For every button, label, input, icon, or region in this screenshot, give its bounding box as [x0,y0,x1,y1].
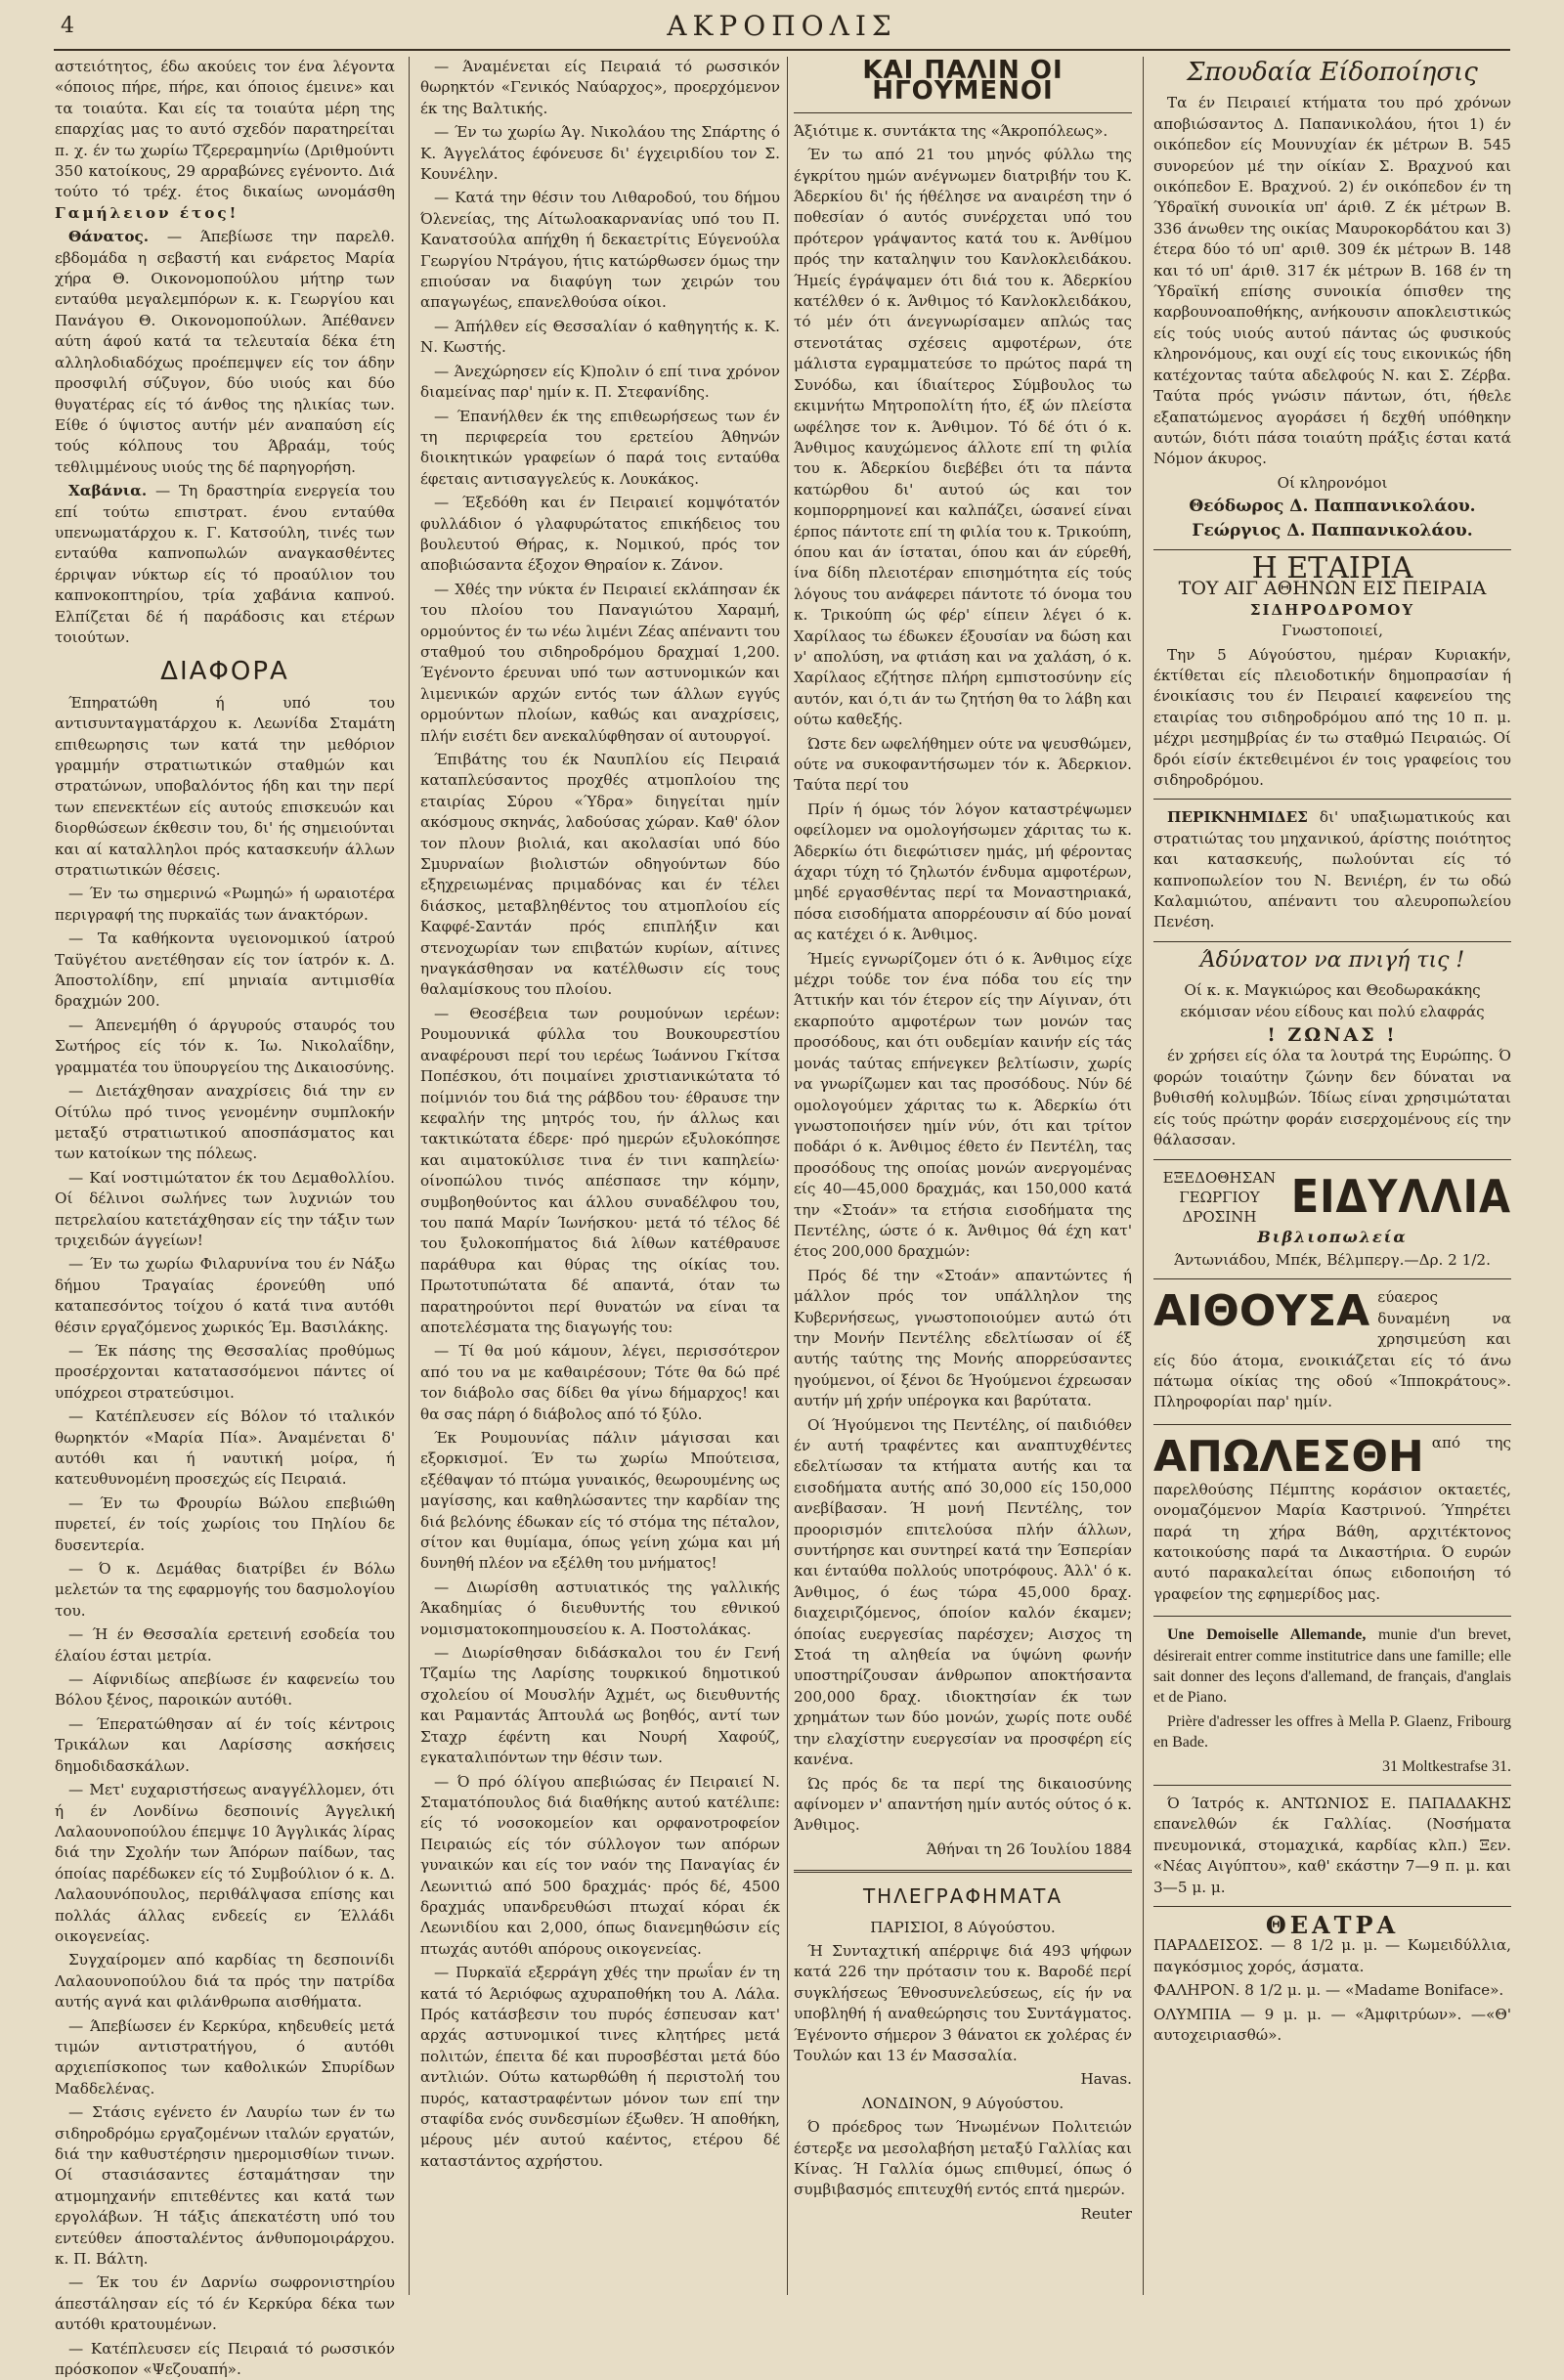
column-4 [1153,57,1511,2305]
page-number: 4 [61,14,74,38]
newspaper-title: ΑΚΡΟΠΟΛΙΣ [667,10,897,42]
news-item: — Έν τω σημερινώ «Ρωμηώ» ή ωραιοτέρα περιγραφή της πυρκαϊάς των άνακτόρων. [55,885,395,924]
dateline-london: ΛΟΝΔΙΝΟΝ, 9 Αύγούστου. [861,2094,1064,2112]
doctor-ad: Ό Ίατρός κ. ΑΝΤΩΝΙΟΣ Ε. ΠΑΠΑΔΑΚΗΣ επανελθών έκ Γαλλίας. (Νοσήματα πνευμονικά, στομαχικά, καρδίας κλπ.) Ξεν. «Νέας Αιγύπτου», καθ' εκάστην 7—9 π. μ. και 3—5 μ. μ. [1153,1795,1511,1896]
news-item: — Μετ' ευχαριστήσεως αναγγέλλομεν, ότι ή έν Λονδίνω δεσποινίς Άγγελική Λαλαουνοπούλου έπεμψε 10 Άγγλικάς λίρας διά την Σχολήν των Άπόρων παίδων, τας όποίας παρέδωκεν είς τό Συμβούλιον ό κ. Δ. Λαλαουνόπουλος, περιθάλψασα επίσης και πολλάς άλλας ενδεείς εν Έλλάδι οικογενείας. [55,1781,395,1945]
news-item: — Ό κ. Δεμάθας διατρίβει έν Βόλω μελετών τα της εφαρμογής του δασμολογίου του. [55,1560,395,1620]
news-item: Έπηρατώθη ή υπό του αντισυνταγματάρχου κ. Λεωνίδα Σταμάτη επιθεωρησις των κατά την μεθόριον γραμμήν στρατιωτικών σταθμών και στρατώνων, υποβαλόντος ήδη και την περί των επενεκτέων είς αυτούς επισκευών και διορθώσεων έκθεσιν του, δι' ής σημειούνται και αί καταλληλοι πρός κατασκευήν άλλων στρατιωτικών θέσεις. [55,693,395,880]
heir-name: Θεόδωρος Δ. Παππανικολάου. [1189,497,1476,517]
idylls-title: ΕΙΔΥΛΛΙΑ [1290,1169,1511,1223]
letter-date: Άθήναι τη 26 Ίουλίου 1884 [926,1839,1132,1858]
header-rule [54,49,1510,51]
source-havas: Havas. [1080,2070,1132,2089]
news-item: — Άναμένεται είς Πειραιά τό ρωσσικόν θωρηκτόν «Γενικός Ναύαρχος», προερχόμενον έκ της Βαλτικής. [420,58,780,117]
bookshop-text: Άντωνιάδου, Μπέκ, Βέλμπεργ.—Δρ. 2 1/2. [1174,1250,1491,1269]
news-item: — Ή έν Θεσσαλία ερετεινή εσοδεία του έλαίου έσται μετρία. [55,1625,395,1665]
theatre-item: ΟΛΥΜΠΙΑ — 9 μ. μ. — «Άμφιτρύων». —«Θ' αυτοχειριασθώ». [1153,2005,1511,2045]
company-title: Η ΕΤΑΙΡΙΑ [1251,550,1413,585]
article-paragraph: αστειότητος, έδω ακούεις τον ένα λέγοντα «όποιος πήρε, πήρε, και όποιος έμεινε» και τα τοιαύτα. Και είς τα τοιαύτα μέρη της επαρχίας μας το αυτό σχεδόν παρατηρείται π. χ. έν τω χωρίω Τζερεραμηνίω (Δριθμούντι 350 κατοίκους, 29 αρραβώνες εγένοντο. Διά τούτο τό τρέχ. έτος δικαίως ωνομάσθη Γαμήλειον έτος! [55,58,395,222]
publication-ad [1153,1168,1511,1227]
telegram-london: Ό πρόεδρος των Ήνωμένων Πολιτειών έστερξε να μεσολαβήση μεταξύ Γαλλίας και Κίνας. Ή Γαλλία όμως επιθυμεί, όπως ό συμβιβασμός επιτευχθή εντός επτά ημερών. [794,2118,1132,2199]
column-divider [787,57,788,2295]
news-item: — Διωρίσθησαν διδάσκαλοι του έν Γενή Τζαμίω της Λαρίσης τουρκικού δημοτικού σχολείου οί Μουσλήν Άχμέτ, ως διευθυντής και Ραμαντάς Άπτουλά ως βοηθός, αντί των Σταχρ έφέντη και Νουρή Χαφούζ, εγκαταλιπόντων την θέσιν των. [420,1644,780,1767]
column-3 [794,57,1132,2305]
column-divider [409,57,410,2295]
hall-ad: ΑΙΘΟΥΣΑ εύαερος δυναμένη να χρησιμεύση και είς δύο άτομα, ενοικιάζεται είς τό άνω πάτωμα οίκίας της οδού «Ίπποκράτους». Πληροφορίαι παρ' ημίν. [1153,1286,1511,1411]
news-item: — Θεοσέβεια των ρουμούνων ιερέων: Ρουμουνικά φύλλα του Βουκουρεστίου αναφέρουσι περί του ιερέως Ίωάννου Γκίτσα Ποπέσκου, ότι ποιμαίνει χριστιανικώτατα τό ποίμνιόν του διά της ράβδου του· έθραυσε την κεφαλήν της μητρός του, ήν άλλως και τακτικώτατα έδερε· πρό ημερών εξυλοκόπησε και αιματοκύλισε τινα έν τινι καπηλείω· οίνοπώλου τινός απέσπασε την κόμην, συμβοηθούντος και άλλου συναδέλφου του, του παπά Μαρίν Ίωνήσκου· μετά τό τέλος δέ του ξυλοκοπήματος διά λίθων κατέθραυσε παράθυρα και θύρας της οίκίας του. Πρωτοτυπώτατα δέ απαντά, όταν τω παρατηρούντοι περί θυνατών να είναι τα αποτελέσματα της διαγωγής του: [420,1004,780,1336]
news-item: — Ό πρό όλίγου απεβιώσας έν Πειραιεί Ν. Σταματόπουλος διά διαθήκης αυτού κατέλιπε: είς τό νοσοκομείον και ορφανοτροφείον Πειραιώς είς τόν σύλλογον των απόρων γυναικών και είς τον ναόν της Παναγίας έν Λεωνιτιώ από 500 δραχμάς· πρός δέ, 4500 δραχμάς υπανδρευθώσι πτωχαί κόραι έκ Λεωνιδίου και 2,000, όπως διανεμηθώσιν είς πτωχάς αυτόθι απόρους οικογενείας. [420,1772,780,1958]
divider [794,112,1132,113]
divider [1153,1906,1511,1907]
french-ad-contact: Prière d'adresser les offres à Mella P. Glaenz, Fribourg en Bade. [1153,1712,1511,1752]
bookshop-label: Βιβλιοπωλεία [1257,1227,1408,1246]
letter-paragraph: Οί Ήγούμενοι της Πεντέλης, οί παιδιόθεν έν αυτή τραφέντες και αναπτυχθέντες εδελτίωσαν τα κτήματα αυτής και τα εισοδήματα αυτής από 30,000 είς 150,000 ανεβίβασαν. Ή μονή Πεντέλης, τον προορισμόν επιτελούσα πλήν άλλων, συντήρησε και συντηρεί κατά την Έσπερίαν και ένταύθα πολλούς υποτρόφους. Άλλ' ό κ. Άνθιμος, ό έως τώρα 45,000 δραχ. διαχειριζόμενος, όποίον καλόν έκαμεν; όποίας ευεργεσίας παρέσχεν; Αισχος τη Στοά τη αληθεία να ύψώνη φωνήν υποστηρίζουσαν άνθρωπον αποκτήσαντα 200,000 δραχ. ιδιοκτησίαν έκ των χρημάτων των δύο μονών, χωρίς ποτε ουδέ την ελαχίστην ευεργεσίαν να προσφέρη είς κανένα. [794,1415,1132,1769]
letter-paragraph: Πρός δέ την «Στοάν» απαντώντες ή μάλλον πρός τον υπάλληλον της Κυβερνήσεως, γνωστοποιούμεν αυτώ ότι την Μονήν Πεντέλης εδελτίωσαν οί έξ αυτής ταύτης της Μονής απορρεύσαντες ηγούμενοι, οί ξένοι δε Ήγούμενοι έχρεωσαν αυτήν μή χρήν υπέρογκα και βαρύτατα. [794,1266,1132,1410]
section-title-telegrams: ΤΗΛΕΓΡΑΦΗΜΑΤΑ [862,1884,1064,1909]
zones-heading: ! ΖΩΝΑΣ ! [1267,1024,1398,1047]
notice-title: Σπουδαία Είδοποίησις [1187,58,1478,87]
heir-name: Γεώργιος Δ. Παππανικολάου. [1192,520,1473,541]
dateline-paris: ΠΑΡΙΣΙΟΙ, 8 Αύγούστου. [870,1918,1056,1936]
news-item: — Έπανήλθεν έκ της επιθεωρήσεως των έν τη περιφερεία του ερετείου Άθηνών διοικητικών γραφείων ό παρά τοις ενταύθα έφεταις αντισαγγελεύς κ. Λουκάκος. [420,407,780,488]
letter-paragraph: Πρίν ή όμως τόν λόγον καταστρέψωμεν οφείλομεν να ομολογήσωμεν χάριτας τω κ. Άδερκίω ότι διεφώτισεν ημάς, μή φέροντας άχαρι τύχη τό ζηλωτόν ένδυμα αμφοτέρων, μηδέ εργασθέντας περί τα Μοναστηριακά, πόσα εισοδήματα απορρέουσιν αί δύο μοναί ας κατέχει ό κ. Άνθιμος. [794,800,1132,944]
column-1 [55,57,395,2379]
french-ad-address: 31 Moltkestrafse 31. [1382,1757,1511,1775]
letter-paragraph: Ώς πρός δε τα περί της δικαιοσύνης αφίνομεν ν' απαντήση ημίν αυτός ούτος ό κ. Άνθιμος. [794,1774,1132,1835]
theatre-title: ΘΕΑΤΡΑ [1265,1911,1400,1940]
divider [1153,1278,1511,1279]
news-item: Έπιβάτης του έκ Ναυπλίου είς Πειραιά καταπλεύσαντος προχθές ατμοπλοίου της εταιρίας Σύρου «Ύδρα» διηγείται ημίν ακόσμους σκηνάς, λαδούσας χώραν. Καθ' όλον τον πλουν βιολιά, και ακολασίαι υπό δύο Σμυρναίων βιολιστών οδηγούντων δύο εξηχρειωμένας πριμαδόνας και έν τέλει διάσκος, μεταβληθέντος του ατμοπλοίου είς Καφφέ-Σαντάν πρός επιπλήξιν και στενοχωρίαν των επιβατών κυρίων, αίτινες ηναγκάσθησαν να κατέλθωσιν είς τους θαλαμίσκους του πλοίου. [420,751,780,999]
letter-salutation: Άξιότιμε κ. συντάκτα της «Άκροπόλεως». [794,121,1108,140]
knemides-ad: ΠΕΡΙΚΝΗΜΙΔΕΣ δι' υπαξιωματικούς και στρατιώτας του μηχανικού, άρίστης ποιότητος και κατασκευής, πωλούνται είς τό καπνοπωλείον του Ν. Βενιέρη, έν τω οδώ Καλαμιώτου, απέναντι του αλευροπωλείου Πενέση. [1153,808,1511,931]
news-item: — Τί θα μού κάμουν, λέγει, περισσότερον από του να με καθαιρέσουν; Τότε θα δώ πρέ τον διάβολο σας δίδει θα γίνω δήμαρχος! και θα σας πάρη ό διάβολος από τό ξύλο. [420,1342,780,1423]
letter-paragraph: Ήμείς εγνωρίζομεν ότι ό κ. Άνθιμος είχε μέχρι τούδε τον ένα πόδα του είς την Άττικήν και τόν έτερον είς την Αίγιναν, ότι εκαρπούτο αμφοτέρων των μονών τας προσόδους, και ότι ουδεμίαν καινήν είς τάς μονάς ταύτας επήνεγκεν βελτίωσιν, χωρίς να γνωρίζωμεν και τας προσόδους. Νύν δέ ομολογούμεν χάριτας τω κ. Άδερκίω ότι γνωστοποιήσεν ημίν νύν, ότι και τρίτον ποδάρι ό κ. Άνθιμος έθετο έν Πεντέλη, τας προσόδους της οποίας μονών ανεργομένας είς 40—45,000 δραχμάς, και 150,000 κατά την «Στοάν» τα ετήσια εισοδήματα της Πεντέλης, ώστε ό κ. Άνθιμος θά έχη κατ' έτος 200,000 δραχμών: [794,949,1132,1261]
news-item: — Έκ πάσης της Θεσσαλίας προθύμως προσέρχονται κατατασσόμενοι πάντες οί υπόχρεοι στρατεύσιμοι. [55,1341,395,1402]
news-item: Συγχαίρομεν από καρδίας τη δεσποινίδι Λαλαουνοπούλου διά τα πρός την πατρίδα αυτής αγνά και φιλάνθρωπα αισθήματα. [55,1951,395,2012]
news-item: — Έν τω Φρουρίω Βώλου επεβιώθη πυρετεί, έν τοίς χωρίοις του Πηλίου δε δυσεντερία. [55,1493,395,1554]
divider [1153,1424,1511,1425]
news-item: — Έπερατώθησαν αί έν τοίς κέντροις Τρικάλων και Λαρίσσης ασκήσεις δημοδιδασκάλων. [55,1714,395,1775]
news-item: — Στάσις εγένετο έν Λαυρίω των έν τω σιδηροδρόμω εργαζομένων ιταλών εργατών, διά την καθυστέρησιν ημερομισθίων τινων. Οί στασιάσαντες έσταμάτησαν την ατμομηχανήν επιτεθέντες και κατά των εργολάβων. Ή τάξις άπεκατέστη υπό του εντεύθεν άποσταλέντος άνθυπομοιράρχου. κ. Π. Βάλτη. [55,2103,395,2269]
news-item: — Έν τω χωρίω Φιλαρυνίνα του έν Νάξω δήμου Τραγαίας έρονεύθη υπό καταπεσόντος τοίχου ό κατά τινα αυτόθι θέσιν εργαζόμενος χωρικός Έμ. Βασιλάκης. [55,1255,395,1336]
news-item: — Αίφνιδίως απεβίωσε έν καφενείω του Βόλου ξένος, παροικών αυτόθι. [55,1670,395,1709]
news-item: Έκ Ρουμουνίας πάλιν μάγισσαι και εξορκισμοί. Έν τω χωρίω Μπούτεισα, εξέθαψαν τό πτώμα γυναικός, θεωρουμένης ως μαγίσσης, και καθηλώσαντες την καρδίαν της διά βελόνης έδωκαν είς τό στόμα της πέταλον, σίτον και θυμίαμα, όπως γείνη χώμα και μή δυνηθή πλέον να εξέλθη του μνήματος! [420,1429,780,1573]
lost-ad: ΑΠΩΛΕΣΘΗ από της παρελθούσης Πέμπτης κοράσιον οκταετές, ονομαζόμενον Μαρία Καστρινού. Ύπηρέτει παρά τη χήρα Βάθη, αρχιτέκτονος κατοικούσης παρά τα Δικαστήρια. Ό ευρών αυτό παρακαλείται όπως ειδοποιήση τό γραφείον της εφημερίδος μας. [1153,1431,1511,1603]
zones-ad-title: Άδύνατον να πνιγή τις ! [1199,947,1465,973]
news-item: — Άπενεμήθη ό άργυρούς σταυρός του Σωτήρος είς τόν κ. Ίω. Νικολαΐδην, γραμματέα του ϋπουργείου της Δικαιοσύνης. [55,1016,395,1076]
notice-text: Τα έν Πειραιεί κτήματα του πρό χρόνων αποβιώσαντος Δ. Παπανικολάου, ήτοι 1) έν οικόπεδον είς Μουνυχίαν έκ μέτρων Β. 545 συνορεύον μέ την οίκίαν Σ. Βραχνού και οικόπεδον Ε. Βραχνού. 2) έν οικόπεδον έν τη Ύδραϊκή συνοικία υπ' άριθ. Z έκ μέτρων Β. 336 άνωθεν της οικίας Μαυροκορδάτου και 3) έτερα δύο τό υπ' αριθ. 309 έκ μέτρων Β. 148 και τό υπ' άριθ. 317 έκ μέτρων Β. 168 έν τη Ύδραϊκή επίσης συνοικία όπισθεν της καρβουνοαποθήκης, ανήκουσιν αποκλειστικώς είς τούς υιούς αυτού πάντας ώς φυσικούς κληρονόμους, και ουχί είς τους εικονικώς ήδη κατέχοντας ταύτα αδελφούς Ν. και Σ. Ζέρβα. Ταύτα πρός γνώσιν πάντων, ότι, ήθελε εξαπατώμενος αγοράσει ή δεχθή υπόθηκην αυτών, διότι πάσα τοιαύτη πράξις έσται κατά Νόμον άκυρος. [1153,94,1511,468]
company-text: Την 5 Αύγούστου, ημέραν Κυριακήν, έκτίθεται είς πλειοδοτικήν δημοπρασίαν ή ένοικίασις του έν Πειραιεί καφενείου της εταιρίας του σιδηροδρόμου από της 10 π. μ. μέχρι μεσημβρίας έν τω σταθμώ Πειραιώς. Οί δρόι είσίν έκτεθειμένοι έν τοις γραφείοις του σιδηροδρόμου. [1153,645,1511,789]
news-item: — Κατέπλευσεν είς Πειραιά τό ρωσσικόν πρόσκοπον «Ψεζουαπή». [55,2339,395,2379]
news-item: — Έκ του έν Δαρνίω σωφρονιστηρίου άπεστάλησαν είς τό έν Κερκύρα δέκα των αυτόθι κρατουμένων. [55,2273,395,2334]
heirs-label: Οί κληρονόμοι [1277,473,1388,492]
headline-igoumenoi: ΚΑΙ ΠΑΛΙΝ ΟΙ ΗΓΟΥΜΕΝΟΙ [862,56,1064,107]
telegram-paris: Ή Συνταχτική απέρριψε διά 493 ψήφων κατά 226 την πρότασιν του κ. Βαροδέ περί συγκλήσεως Έθνοσυνελεύσεως, είς ήν να υποβληθή ή αναθεώρησις του Συντάγματος. Έγένοντο σήμερον 3 θάνατοι εκ χολέρας έν Τουλών και 13 έν Μασσαλία. [794,1941,1132,2064]
divider [1153,799,1511,800]
source-reuter: Reuter [1080,2204,1132,2223]
author-name: ΓΕΩΡΓΙΟΥ ΔΡΟΣΙΝΗ [1179,1188,1260,1226]
news-item: — Χθές την νύκτα έν Πειραιεί εκλάπησαν έκ του πλοίου του Παναγιώτου Χαραμή, ορμούντος έν τω νέω λιμένι Ζέας απέναντι του σταθμού του σιδηροδρόμου δραχμαί 1,200. Έγένοντο έρευναι υπό των αστυνομικών και λιμενικών αρχών εντός των άλλων εγγύς ορμούντων πλοίων, καθώς και αναχρίσεις, πλήν εισέτι δεν ανεκαλύφθησαν οί αυτουργοί. [420,580,780,745]
news-item: — Έξεδόθη και έν Πειραιεί κομψότατόν φυλλάδιον ό γλαφυρώτατος επικήδειος του βουλευτού Θήρας, κ. Νομικού, πρός τον αποβιώσαντα έξοχον Θηραίον κ. Ζάνον. [420,494,780,575]
news-item: — Κατέπλευσεν είς Βόλον τό ιταλικόν θωρηκτόν «Μαρία Πία». Άναμένεται δ' αυτόθι και ή ναυτική μοίρα, ή κατευθυνομένη προσεχώς είς Πειραιά. [55,1407,395,1489]
news-item: — Τα καθήκοντα υγειονομικού ίατρού Ταϋγέτου ανετέθησαν είς τον ίατρόν κ. Δ. Άποστολίδην, επί μηνιαία αντιμισθία δραχμών 200. [55,930,395,1011]
divider [1153,1159,1511,1160]
divider [1153,1616,1511,1617]
death-notice: Θάνατος. — Άπεβίωσε την παρελθ. εβδομάδα η σεβαστή και ενάρετος Μαρία χήρα Θ. Οικονομοπούλου μήτηρ των ενταύθα μεγαλεμπόρων κ. κ. Γεωργίου και Πανάγου Θ. Οικονομοπούλων. Άπέθανεν αύτη άφού κατά τα τελευταία δέκα έτη αλληλοδιαδόχως προέπεμψεν είς τον άδην προσφιλή σύζυγον, δύο υιούς και δύο θυγατέρας είς τό άνθος της ηλικίας των. Είθε ό ύψιστος αυτήν μέν αναπαύση είς τούς κόλπους του Άβραάμ, τούς τεθλιμμένους υιούς της δέ παρηγορήση. [55,228,395,476]
xavania-notice: Χαβάνια. — Τη δραστηρία ενεργεία του επί τούτω επιστρατ. ένου ενταύθα υπενωματάρχου κ. Γ. Κατσούλη, τινές των ενταύθα καπνοπωλών αναγκασθέντες έρριψαν νύκτωρ είς τό προαύλιον του καπνοκοπτηρίου, τρία χαβάνια καπνού. Ελπίζεται δέ ή παράδοσις και ετέρων τοιούτων. [55,482,395,646]
news-item: — Άπεβίωσεν έν Κερκύρα, κηδευθείς μετά τιμών αντιστρατήγου, ό αυτόθι αρχιεπίσκοπος των καθολικών Σπυρίδων Μαδδελένας. [55,2016,395,2098]
published-label: ΕΞΕΔΟΘΗΣΑΝ [1162,1168,1277,1187]
theatre-item: ΦΑΛΗΡΟΝ. 8 1/2 μ. μ. — «Madame Boniface». [1153,1981,1504,2000]
section-title-diafora: ΔΙΑΦΟΡΑ [160,657,289,687]
zones-ad-body: έν χρήσει είς όλα τα λουτρά της Ευρώπης. Ό φορών τοιαύτην ζώνην δεν δύναται να βυθισθή κολυμβών. Ίδίως είναι χρησιμώταται είς τούς πρώτην φοράν εισερχομένους είς την θάλασσαν. [1153,1047,1511,1149]
company-subtitle-2: ΣΙΔΗΡΟΔΡΟΜΟΥ [1249,600,1415,619]
zones-ad-text: Οί κ. κ. Μαγκιώρος και Θεοδωρακάκης εκόμισαν νέου είδους και πολύ ελαφράς [1180,981,1485,1020]
divider [1153,1785,1511,1786]
column-2 [420,57,780,2305]
news-item: — Άπήλθεν είς Θεσσαλίαν ό καθηγητής κ. Κ. Ν. Κωστής. [420,317,780,357]
theatre-item: ΠΑΡΑΔΕΙΣΟΣ. — 8 1/2 μ. μ. — Κωμειδύλλια, παγκόσμιος χορός, άσματα. [1153,1936,1511,1975]
company-subtitle: ΤΟΥ ΑΙΓ ΑΘΗΝΩΝ ΕΙΣ ΠΕΙΡΑΙΑ [1178,578,1487,600]
theatre-listings [1153,1911,1511,2046]
news-item: — Έν τω χωρίω Άγ. Νικολάου της Σπάρτης ό Κ. Άγγελάτος έφόνευσε δι' έγχειριδίου τον Σ. Κουνέλην. [420,123,780,184]
news-item: — Άνεχώρησεν είς Κ)πολιν ό επί τινα χρόνον διαμείνας παρ' ημίν κ. Π. Στεφανίδης. [420,362,780,402]
divider [794,1870,1132,1873]
french-ad: Une Demoiselle Allemande, munie d'un brevet, désirerait entrer comme institutrice dans une famille; elle sait donner des leçons d'allemand, de français, d'anglais et de Piano. [1153,1626,1511,1707]
news-item: — Διωρίσθη αστυιατικός της γαλλικής Άκαδημίας ό διευθυντής του εθνικού νομισματοκοπημουσείου κ. Α. Ποστολάκας. [420,1578,780,1638]
news-item: — Διετάχθησαν αναχρίσεις διά την εν Οίτύλω πρό τινος γενομένην συμπλοκήν μεταξύ στρατιωτικού αποσπάσματος και των κατοίκων της πόλεως. [55,1082,395,1163]
divider [1153,549,1511,550]
letter-paragraph: Έν τω από 21 του μηνός φύλλω της έγκρίτου ημών ανέγνωμεν διατριβήν του Κ. Άδερκίου δι' ής ήθέλησε να αναιρέση την ό ποθεσίαν ό αυτός συνέρχεται υπό του πρότερον γράψαντος κατά του κ. Άνθίμου πρός την καταληψιν του Κανλοκλειδάκου. Ήμείς έγράψαμεν ότι διά του κ. Άδερκίου κατέλθεν ό κ. Άνθιμος τό Κανλοκλειδάκου, τό μέν ότι άνεγνωρίσαμεν απλώς τας στενοτάτας σχέσεις αμφοτέρων, ότε μάλιστα εγραμματεύσε το πρώτος παρά τη Συνόδω, και ίδιαίτερος Σύμβουλος τω εκιμνήτω Μητροπολίτη ήτο, έξ ών πλείστα ωφέλησε τον κ. Άνθιμον. Τό δέ ότι ό κ. Άνθιμος καυχώμενος άλλοτε επί τη φιλία του κ. Άδερκίου διεβέβει ότι τα πάντα κατώρθου δι' αυτού ώς και τον κομπορρημονεί και καλπάζει, ώσανεί είναι έρπος πάντοτε επί τη φιλία του κ. Τρικούπη, όπου και άν ίσταται, όπου και άν εύρεθή, ίνα δίδη πλειοτέραν επισημότητα είς τούς λόγους του ανάφερει πάντοτε τό όνομα του κ. Τρικούπη ώς φέρ' είπειν λέγει ό κ. Χαρίλαος τω έδωκεν έξουσίαν να δώση και ν' απολύση, να φτιάση και να χαλάση, ό κ. Χαρίλαος εζήτησε πλήρη εμπιστοσύνην είς αυτόν, και ό,τι άν τω ζητήση θα το λάβη και ούτω καθεξής. [794,146,1132,729]
company-announce: Γνωστοποιεί, [1282,622,1383,640]
news-item: — Πυρκαϊά εξερράγη χθές την πρωΐαν έν τη κατά τό Άεριόφως αχυραποθήκη του Α. Λάλα. Πρός κατάσβεσιν του πυρός έσπευσαν κατ' αρχάς αστυνομικοί τινες κλητήρες μετά πολιτών, έπειτα δέ και πυροσβέσται μετά δύο αντλιών. Ούτω κατωρθώθη ή περιστολή του πυρός, καταστραφέντων μόνον των επί την σταφίδα ενός συνδεσμίων έξωθεν. Ή αποθήκη, μέρους μέν αυτού καέντος, ετέρου δέ καταστάντος αχρήστου. [420,1964,780,2170]
divider [1153,941,1511,942]
news-item: — Καί νοστιμώτατον έκ του Δεμαθολλίου. Οί δέλινοι σωλήνες των λυχνιών του πετρελαίου κατετάχθησαν είς την τάξιν των τριχειδών άγγείων! [55,1168,395,1249]
news-item: — Κατά την θέσιν του Λιθαροδού, του δήμου Όλενείας, της Αίτωλοακαρνανίας υπό του Π. Κανατσούλα απήχθη ή δεκαετρίτις Εύγενούλα Γεωργίου Ντράγου, ήτις κατώρθωσεν όμως την επιούσαν να διαφύγη των χειρών του απαγωγέως, επανελθούσα οίκοι. [420,189,780,312]
letter-paragraph: Ώστε δεν ωφελήθημεν ούτε να ψευσθώμεν, ούτε να συκοφαντήσωμεν τόν κ. Άδερκιον. Ταύτα περί του [794,734,1132,795]
column-divider [1143,57,1144,2295]
